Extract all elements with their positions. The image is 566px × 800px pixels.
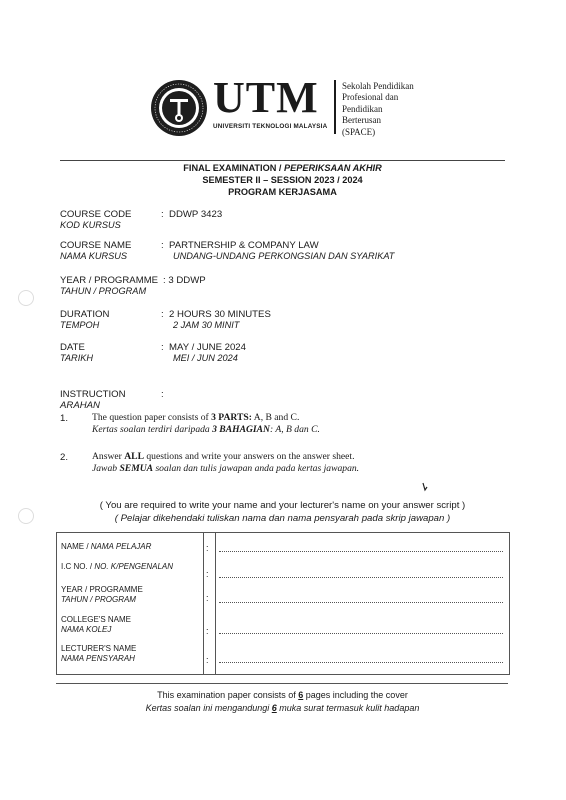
form-row-name — [57, 533, 509, 561]
punch-hole — [18, 290, 34, 306]
label-en: COLLEGE'S NAME — [61, 615, 131, 624]
colon: : — [163, 275, 166, 286]
form-row-ic — [57, 561, 509, 585]
utm-seal-logo — [150, 79, 208, 137]
instruction-label — [60, 389, 126, 411]
label-en: YEAR / PROGRAMME — [60, 275, 159, 286]
value-ms: UNDANG-UNDANG PERKONGSIAN DAN SYARIKAT — [173, 251, 395, 261]
value-en: MAY / JUNE 2024 — [169, 342, 246, 353]
colon: : — [206, 626, 209, 636]
text: This examination paper consists of — [157, 690, 299, 700]
colon: : — [206, 655, 209, 665]
text-bold: SEMUA — [119, 463, 154, 474]
ic-input-line[interactable] — [219, 577, 503, 578]
label-ms: TARIKH — [60, 353, 94, 363]
form-label — [61, 542, 151, 552]
text: : A, B dan C. — [269, 424, 320, 435]
colon: : — [161, 309, 164, 320]
value-en: 2 HOURS 30 MINUTES — [169, 309, 271, 320]
text: questions and write your answers on the answer sheet. — [143, 451, 355, 462]
text: Kertas soalan terdiri daripada — [92, 424, 213, 435]
label-ms: NAMA PELAJAR — [90, 542, 152, 551]
school-line: Berterusan — [342, 115, 381, 126]
instruction-colon: : — [161, 389, 164, 400]
text: Answer — [92, 451, 125, 462]
lecturer-input-line[interactable] — [219, 662, 503, 663]
value-ms: 2 JAM 30 MINIT — [173, 320, 240, 330]
text: Jawab — [92, 463, 120, 474]
instruction-number: 1. — [60, 413, 69, 424]
year-programme-value — [163, 275, 206, 286]
school-line: Profesional dan — [342, 92, 399, 103]
instruction-text-ms — [92, 463, 359, 475]
school-line: (SPACE) — [342, 126, 376, 137]
year-programme-input-line[interactable] — [219, 602, 503, 603]
page-count-ms — [60, 702, 505, 715]
value-en: PARTNERSHIP & COMPANY LAW — [169, 240, 319, 251]
label-en: DATE — [60, 342, 85, 353]
exam-title-separator: / — [276, 163, 285, 173]
school-name — [342, 81, 414, 138]
course-code-value — [161, 209, 222, 220]
form-label — [61, 644, 136, 664]
pen-mark-icon — [421, 481, 429, 493]
utm-wordmark: UTM — [213, 73, 319, 122]
instruction-text-en — [92, 412, 320, 424]
page-count-note — [60, 689, 505, 714]
label-en: I.C NO. / — [61, 562, 95, 571]
label-ms: TAHUN / PROGRAM — [61, 595, 136, 604]
text: A, B and C. — [251, 412, 300, 423]
form-row-year-programme — [57, 585, 509, 611]
college-input-line[interactable] — [219, 633, 503, 634]
colon: : — [161, 342, 164, 353]
text: soalan dan tulis jawapan anda pada kertas jawapan. — [153, 463, 360, 474]
page-count: 6 — [271, 702, 277, 713]
colon: : — [206, 543, 209, 553]
exam-semester: SEMESTER II – SESSION 2023 / 2024 — [202, 175, 363, 185]
exam-title — [60, 162, 505, 174]
colon: : — [161, 240, 164, 251]
duration-value — [161, 309, 271, 331]
label-en: INSTRUCTION — [60, 389, 126, 400]
instruction-item — [92, 451, 359, 475]
label-ms: NO. K/PENGENALAN — [94, 562, 174, 571]
text: Kertas soalan ini mengandungi — [145, 702, 272, 713]
label-en: DURATION — [60, 309, 110, 320]
form-label — [61, 615, 131, 635]
form-row-lecturer — [57, 644, 509, 674]
label-en: COURSE CODE — [60, 209, 132, 220]
course-name-value — [161, 240, 394, 262]
duration-label — [60, 309, 109, 331]
label-ms: TAHUN / PROGRAM — [60, 286, 147, 296]
text-bold: ALL — [124, 451, 144, 462]
name-requirement-note — [60, 500, 505, 525]
label-ms: NAMA KOLEJ — [61, 625, 112, 634]
school-line: Pendidikan — [342, 103, 383, 114]
text: muka surat termasuk kulit hadapan — [276, 702, 420, 713]
colon: : — [206, 593, 209, 603]
label-ms: NAMA PENSYARAH — [61, 654, 135, 663]
instruction-text-en — [92, 451, 359, 463]
text-bold: 3 PARTS: — [211, 412, 252, 423]
exam-title-block — [60, 162, 505, 198]
page-count: 6 — [298, 690, 304, 700]
label-en: YEAR / PROGRAMME — [61, 585, 143, 594]
value-ms: MEI / JUN 2024 — [173, 353, 238, 363]
exam-title-en: FINAL EXAMINATION — [183, 163, 277, 173]
page-count-en — [60, 689, 505, 702]
date-label — [60, 342, 93, 364]
exam-program: PROGRAM KERJASAMA — [228, 187, 337, 197]
label-en: LECTURER'S NAME — [61, 644, 137, 653]
course-code-label — [60, 209, 131, 231]
label-ms: NAMA KURSUS — [60, 251, 128, 261]
student-info-form — [56, 532, 510, 675]
text: pages including the cover — [303, 690, 408, 700]
punch-hole — [18, 508, 34, 524]
instruction-number: 2. — [60, 452, 69, 463]
school-line: Sekolah Pendidikan — [342, 81, 414, 91]
course-name-label — [60, 240, 131, 262]
name-input-line[interactable] — [219, 551, 503, 552]
colon: : — [206, 569, 209, 579]
text: The question paper consists of — [92, 412, 212, 423]
text-bold: 3 BAHAGIAN — [212, 424, 270, 435]
header-rule — [60, 160, 505, 161]
form-label — [61, 562, 173, 572]
label-ms: KOD KURSUS — [60, 220, 121, 230]
exam-title-ms: PEPERIKSAAN AKHIR — [284, 163, 382, 173]
label-en: NAME / — [61, 542, 91, 551]
utm-full-name: UNIVERSITI TEKNOLOGI MALAYSIA — [213, 123, 328, 130]
label-ms: TEMPOH — [60, 320, 100, 330]
value-en: 3 DDWP — [168, 275, 206, 286]
value-en: DDWP 3423 — [169, 209, 223, 220]
footer-rule — [56, 683, 508, 684]
date-value — [161, 342, 246, 364]
form-label — [61, 585, 143, 605]
colon: : — [161, 209, 164, 220]
requirement-en: ( You are required to write your name and your lecturer's name on your answer script ) — [99, 500, 466, 511]
form-row-college — [57, 613, 509, 643]
instruction-item — [92, 412, 320, 436]
requirement-ms: ( Pelajar dikehendaki tuliskan nama dan nama pensyarah pada skrip jawapan ) — [114, 512, 451, 524]
year-programme-label — [60, 275, 158, 297]
logo-divider — [334, 80, 336, 134]
label-ms: ARAHAN — [60, 400, 100, 411]
instruction-text-ms — [92, 424, 320, 436]
label-en: COURSE NAME — [60, 240, 132, 251]
